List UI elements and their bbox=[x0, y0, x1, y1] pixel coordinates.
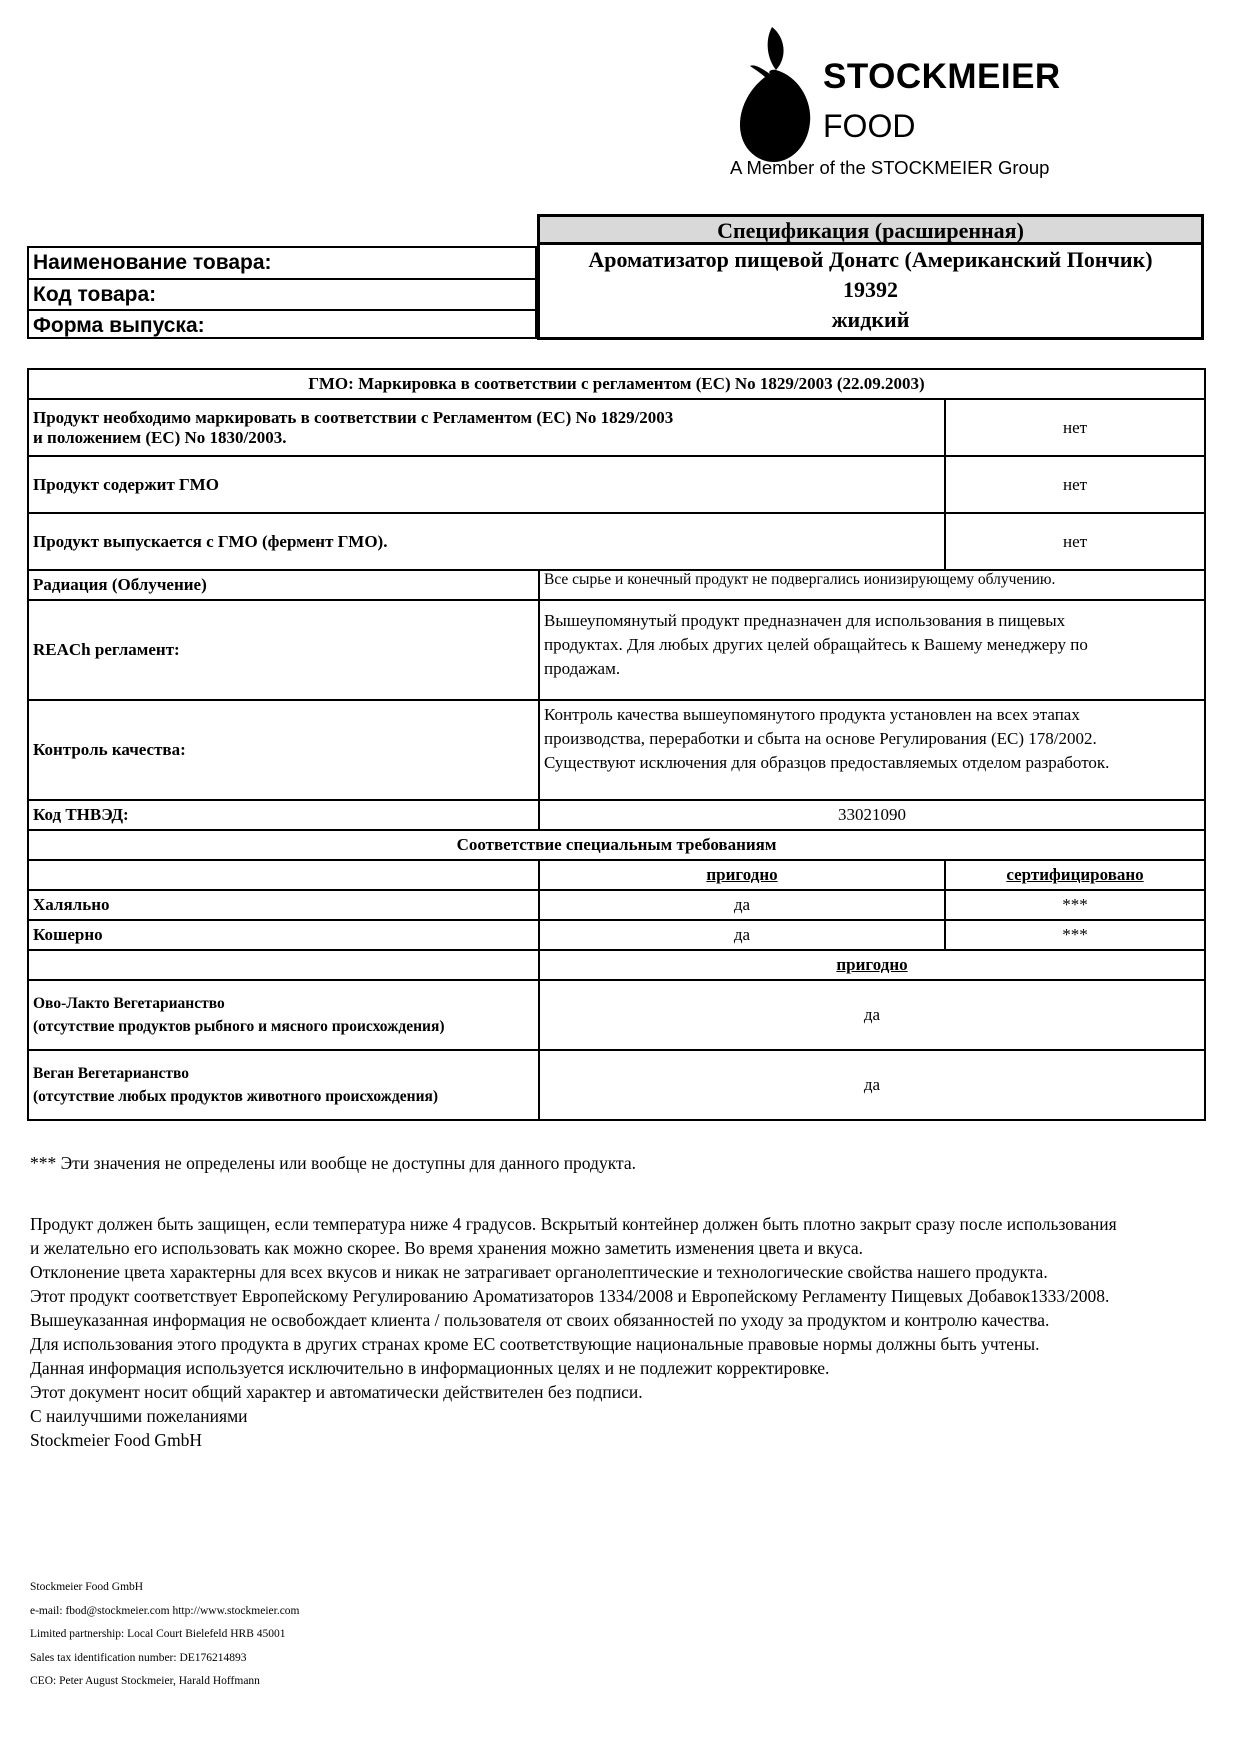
gmo-label-contains: Продукт содержит ГМО bbox=[28, 456, 945, 513]
header-values bbox=[537, 245, 1204, 340]
table-row bbox=[28, 860, 1205, 890]
spec-table bbox=[27, 368, 1206, 1121]
table-row bbox=[28, 700, 1205, 800]
product-form-value: жидкий bbox=[831, 307, 910, 332]
table-row bbox=[28, 369, 1205, 399]
logo-brand-line2: FOOD bbox=[823, 108, 916, 144]
spec-title: Спецификация (расширенная) bbox=[537, 214, 1204, 245]
disclaimer-line: Отклонение цвета характерны для всех вкусов и никак не затрагивает органолептические и технологические свойства нашего продукта. bbox=[30, 1262, 1048, 1282]
product-name-value: Ароматизатор пищевой Донатс (Американский Пончик) bbox=[588, 247, 1153, 272]
radiation-label: Радиация (Облучение) bbox=[28, 570, 539, 600]
quality-value: Контроль качества вышеупомянутого продукта установлен на всех этапах производства, переработки и сбыта на основе Регулирования (ЕС) 178/2002. Существуют исключения для образцов предоставляемых отделом разработок. bbox=[539, 700, 1205, 800]
special-title: Соответствие специальным требованиям bbox=[28, 830, 1205, 860]
col-suitable2-header: пригодно bbox=[539, 950, 1205, 980]
disclaimer-paragraph bbox=[30, 1212, 1210, 1452]
radiation-value: Все сырье и конечный продукт не подвергались ионизирующему облучению. bbox=[539, 570, 1205, 600]
disclaimer-line: Вышеуказанная информация не освобождает клиента / пользователя от своих обязанностей по уходу за продуктом и контролю качества. bbox=[30, 1310, 1050, 1330]
reach-label: REACh регламент: bbox=[28, 600, 539, 700]
tnved-value: 33021090 bbox=[539, 800, 1205, 830]
gmo-label-marking: Продукт необходимо маркировать в соответствии с Регламентом (ЕС) No 1829/2003 и положением (ЕС) No 1830/2003. bbox=[28, 399, 945, 456]
disclaimer-line: Этот документ носит общий характер и автоматически действителен без подписи. bbox=[30, 1382, 643, 1402]
disclaimer-line: и желательно его использовать как можно скорее. Во время хранения можно заметить изменения цвета и вкуса. bbox=[30, 1238, 864, 1258]
vegan-label: Веган Вегетарианство (отсутствие любых продуктов животного происхождения) bbox=[28, 1050, 539, 1120]
gmo-value-marking: нет bbox=[945, 399, 1205, 456]
table-row bbox=[28, 399, 1205, 456]
closing-company: Stockmeier Food GmbH bbox=[30, 1430, 203, 1450]
footer-tax-id: Sales tax identification number: DE176214893 bbox=[30, 1651, 247, 1664]
disclaimer-line: Этот продукт соответствует Европейскому Регулированию Ароматизаторов 1334/2008 и Европейскому Регламенту Пищевых Добавок1333/2008. bbox=[30, 1286, 1110, 1306]
closing-greeting: С наилучшими пожеланиями bbox=[30, 1406, 248, 1426]
kosher-suitable: да bbox=[539, 920, 945, 950]
veg-empty-header bbox=[28, 950, 539, 980]
table-row bbox=[28, 950, 1205, 980]
footer-registration: Limited partnership: Local Court Bielefeld HRB 45001 bbox=[30, 1628, 286, 1640]
product-code-value: 19392 bbox=[843, 277, 898, 302]
product-code-label: Код товара: bbox=[29, 280, 535, 312]
table-row bbox=[28, 800, 1205, 830]
halal-label: Халяльно bbox=[28, 890, 539, 920]
ovo-lacto-label: Ово-Лакто Вегетарианство (отсутствие продуктов рыбного и мясного происхождения) bbox=[28, 980, 539, 1050]
footnote: *** Эти значения не определены или вообще не доступны для данного продукта. bbox=[30, 1153, 636, 1173]
ovo-lacto-value: да bbox=[539, 980, 1205, 1050]
col-suitable-header: пригодно bbox=[539, 860, 945, 890]
footer-contact: e-mail: fbod@stockmeier.com http://www.stockmeier.com bbox=[30, 1604, 300, 1617]
table-row bbox=[28, 830, 1205, 860]
table-row bbox=[28, 980, 1205, 1050]
footer-company: Stockmeier Food GmbH bbox=[30, 1581, 144, 1593]
table-row bbox=[28, 570, 1205, 600]
disclaimer-line: Данная информация используется исключительно в информационных целях и не подлежит корректировке. bbox=[30, 1358, 830, 1378]
logo-brand-line1: STOCKMEIER bbox=[823, 57, 1061, 96]
product-form-label: Форма выпуска: bbox=[33, 314, 205, 338]
disclaimer-line: Для использования этого продукта в других странах кроме ЕС соответствующие национальные правовые нормы должны быть учтены. bbox=[30, 1334, 1040, 1354]
header-labels bbox=[27, 246, 537, 339]
logo-tagline: A Member of the STOCKMEIER Group bbox=[730, 157, 1050, 178]
kosher-label: Кошерно bbox=[28, 920, 539, 950]
col-certified-header: сертифицировано bbox=[945, 860, 1205, 890]
gmo-value-contains: нет bbox=[945, 456, 1205, 513]
quality-label: Контроль качества: bbox=[28, 700, 539, 800]
table-row bbox=[28, 890, 1205, 920]
disclaimer-line: Продукт должен быть защищен, если температура ниже 4 градусов. Вскрытый контейнер должен быть плотно закрыт сразу после использования bbox=[30, 1214, 1117, 1234]
vegan-value: да bbox=[539, 1050, 1205, 1120]
kosher-certified: *** bbox=[945, 920, 1205, 950]
table-row bbox=[28, 513, 1205, 570]
gmo-value-produced: нет bbox=[945, 513, 1205, 570]
special-empty-header bbox=[28, 860, 539, 890]
footer-ceo: CEO: Peter August Stockmeier, Harald Hoffmann bbox=[30, 1675, 260, 1687]
product-name-label: Наименование товара: bbox=[29, 248, 535, 280]
company-footer bbox=[30, 1576, 300, 1694]
halal-certified: *** bbox=[945, 890, 1205, 920]
reach-value: Вышеупомянутый продукт предназначен для использования в пищевых продуктах. Для любых других целей обращайтесь к Вашему менеджеру по продажам. bbox=[539, 600, 1205, 700]
table-row bbox=[28, 920, 1205, 950]
tnved-label: Код ТНВЭД: bbox=[28, 800, 539, 830]
halal-suitable: да bbox=[539, 890, 945, 920]
table-row bbox=[28, 600, 1205, 700]
gmo-title: ГМО: Маркировка в соответствии с регламентом (ЕС) No 1829/2003 (22.09.2003) bbox=[28, 369, 1205, 399]
table-row bbox=[28, 456, 1205, 513]
table-row bbox=[28, 1050, 1205, 1120]
gmo-label-produced: Продукт выпускается с ГМО (фермент ГМО). bbox=[28, 513, 945, 570]
